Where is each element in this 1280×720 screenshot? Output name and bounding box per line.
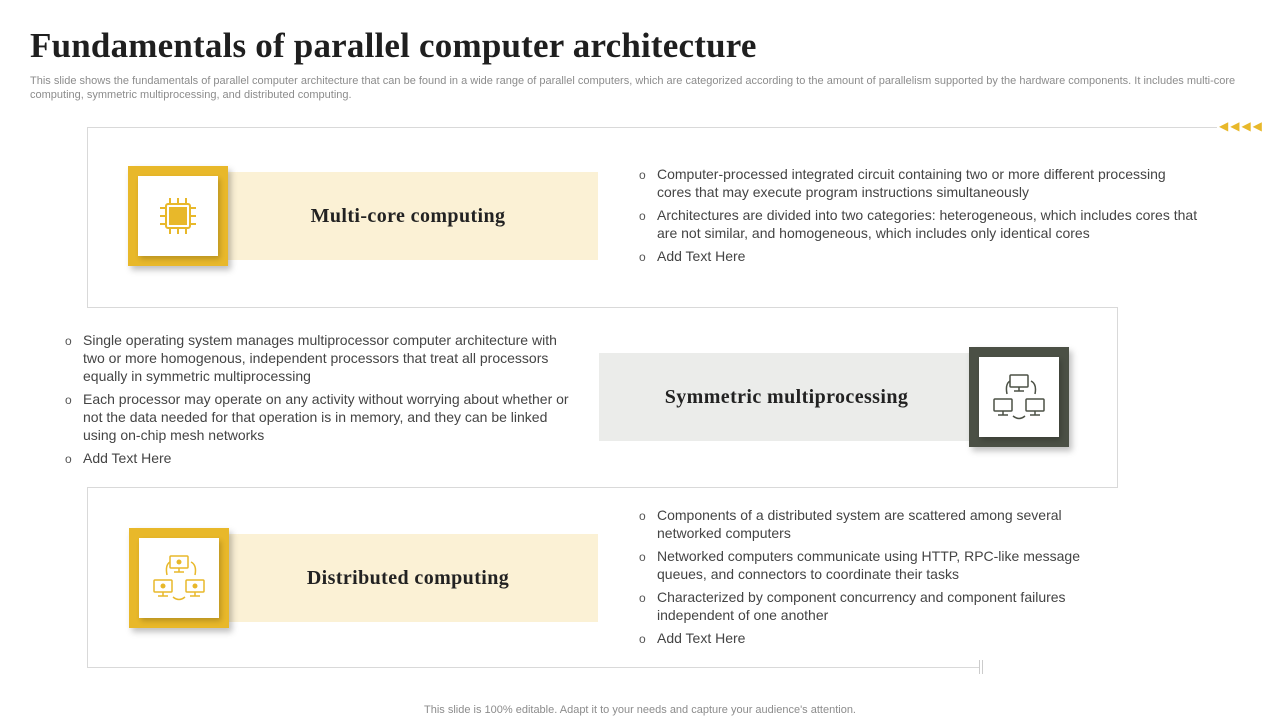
list-item: o Architectures are divided into two categories: heterogeneous, which includes cores that are not similar, and homogeneous, which includes only identical cores bbox=[639, 206, 1199, 242]
list-item: o Single operating system manages multiprocessor computer architecture with two or more homogenous, independent processors that treat all processors equally in symmetric multiprocessing bbox=[65, 331, 575, 385]
cpu-chip-icon bbox=[138, 176, 218, 256]
list-item: o Add Text Here bbox=[639, 247, 1199, 265]
section-label-multi-core: Multi-core computing bbox=[310, 204, 506, 227]
page-title: Fundamentals of parallel computer architecture bbox=[30, 26, 757, 65]
section-icon-frame-distributed bbox=[129, 528, 229, 628]
list-item: o Networked computers communicate using HTTP, RPC-like message queues, and connectors to coordinate their tasks bbox=[639, 547, 1109, 583]
section-label-distributed: Distributed computing bbox=[306, 566, 510, 589]
distributed-network-icon bbox=[139, 538, 219, 618]
section-icon-frame-symmetric bbox=[969, 347, 1069, 447]
section-label-symmetric: Symmetric multiprocessing bbox=[664, 385, 909, 408]
list-item: o Add Text Here bbox=[65, 449, 575, 467]
section-band-distributed bbox=[218, 534, 598, 622]
list-item: o Computer-processed integrated circuit containing two or more different processing cores that may execute program instructions simultaneously bbox=[639, 165, 1199, 201]
bullet-list-distributed bbox=[639, 506, 1109, 652]
section-icon-frame-multi-core bbox=[128, 166, 228, 266]
list-item: o Components of a distributed system are scattered among several networked computers bbox=[639, 506, 1109, 542]
networked-computers-icon bbox=[979, 357, 1059, 437]
bullet-list-symmetric bbox=[65, 331, 575, 472]
arrows-decoration-icon: ◀◀◀◀ bbox=[1219, 119, 1264, 133]
list-item: o Each processor may operate on any activity without worrying about whether or not the data needed for that operation is in memory, and they can be linked using on-chip mesh networks bbox=[65, 390, 575, 444]
list-item: o Characterized by component concurrency and component failures independent of one another bbox=[639, 588, 1109, 624]
section-band-multi-core bbox=[218, 172, 598, 260]
section-band-symmetric bbox=[599, 353, 974, 441]
footer-note: This slide is 100% editable. Adapt it to your needs and capture your audience's attention. bbox=[424, 704, 856, 716]
page-subtitle: This slide shows the fundamentals of parallel computer architecture that can be found in a wide range of parallel computers, which are categorized according to the amount of parallelism supported by the hardware components. It includes multi-core computing, symmetric multiprocessing, and distributed computing. bbox=[30, 75, 1236, 101]
bullet-list-multi-core bbox=[639, 165, 1199, 270]
list-item: o Add Text Here bbox=[639, 629, 1109, 647]
end-tick-decoration bbox=[979, 660, 983, 674]
